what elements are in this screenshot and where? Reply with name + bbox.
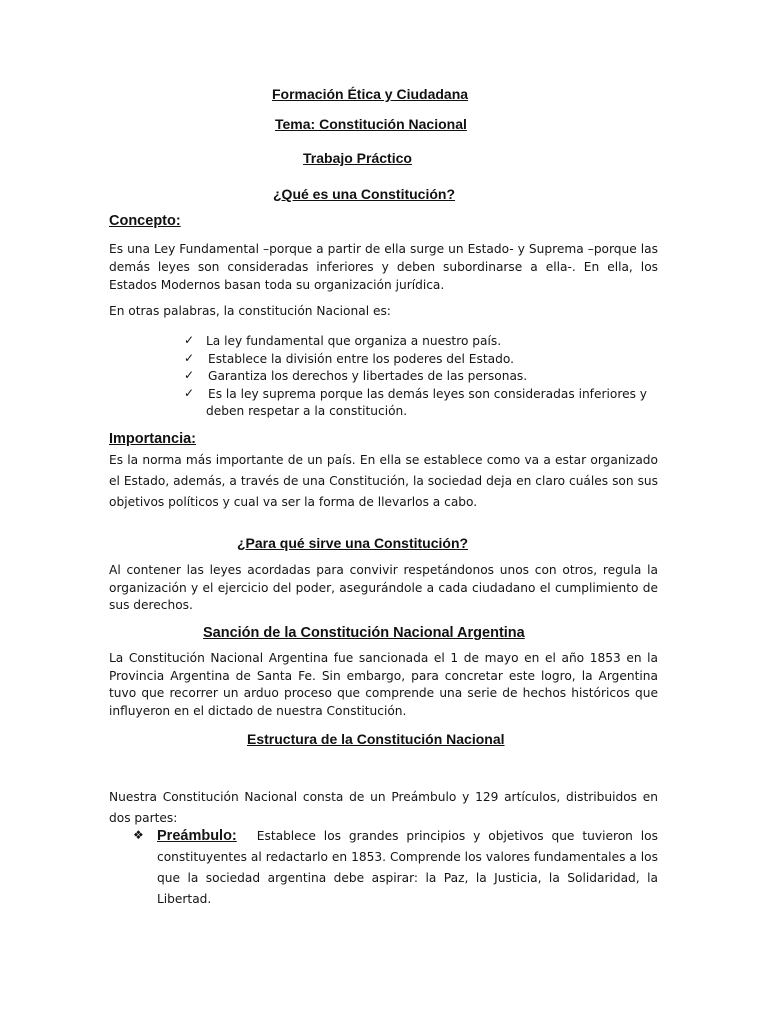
list-item [184, 333, 658, 351]
para-que-paragraph: Al contener las leyes acordadas para convivir respetándonos unos con otros, regula la organización y el ejercicio del poder, asegurándole a cada ciudadano el cumplimiento de sus derechos. [109, 563, 658, 612]
question-title: ¿Qué es una Constitución? [273, 186, 456, 202]
estructura-paragraph: Nuestra Constitución Nacional consta de un Preámbulo y 129 artículos, distribuidos en dos partes: [109, 790, 658, 825]
importancia-paragraph: Es la norma más importante de un país. En ella se establece como va a estar organizado el Estado, además, a través de una Constitución, la sociedad deja en claro cuáles son sus objetivos políticos y cual va ser la forma de llevarlos a cabo. [109, 453, 658, 509]
list-item-text: Establece la división entre los poderes del Estado. [208, 351, 514, 366]
check-mark-icon: ✓ [184, 333, 195, 347]
sancion-paragraph: La Constitución Nacional Argentina fue sancionada el 1 de mayo en el año 1853 en la Provincia Argentina de Santa Fe. Sin embargo, para concretar este logro, la Argentina tuvo que recorrer un arduo proceso que comprende una serie de hechos históricos que influyeron en el dictado de nuestra Constitución. [109, 651, 658, 718]
list-item-text: Garantiza los derechos y libertades de las personas. [208, 369, 528, 383]
concepto-intro: En otras palabras, la constitución Nacional es: [109, 304, 391, 318]
topic-title: Tema: Constitución Nacional [275, 116, 467, 132]
concepto-checklist [184, 333, 658, 421]
list-item [184, 368, 658, 386]
list-item-text: La ley fundamental que organiza a nuestro país. [206, 334, 502, 348]
list-item-text: Es la ley suprema porque las demás leyes son consideradas inferiores y deben respetar a la constitución. [206, 386, 647, 418]
preambulo-label: Preámbulo: [157, 828, 237, 844]
check-mark-icon: ✓ [184, 350, 195, 365]
list-item [184, 351, 658, 369]
list-item [184, 386, 658, 421]
work-type-title: Trabajo Práctico [303, 150, 412, 166]
importancia-heading: Importancia: [109, 431, 197, 447]
check-mark-icon: ✓ [184, 385, 195, 400]
check-mark-icon: ✓ [184, 368, 195, 382]
concepto-heading: Concepto: [109, 213, 181, 229]
para-que-heading: ¿Para qué sirve una Constitución? [237, 535, 469, 551]
sancion-heading: Sanción de la Constitución Nacional Argentina [203, 625, 525, 641]
four-diamond-bullet-icon: ❖ [133, 828, 144, 842]
concepto-paragraph: Es una Ley Fundamental –porque a partir de ella surge un Estado- y Suprema –porque las demás leyes son consideradas inferiores y deben subordinarse a ella-. En ella, los Estados Modernos basan toda su organización jurídica. [109, 242, 658, 293]
subject-title: Formación Ética y Ciudadana [272, 86, 469, 102]
estructura-heading: Estructura de la Constitución Nacional [247, 731, 505, 747]
preambulo-text: Establece los grandes principios y objetivos que tuvieron los constituyentes al redactarlo en 1853. Comprende los valores fundamentales a los que la sociedad argentina debe aspirar: la Paz, la Justicia, la Solidaridad, la Libertad. [157, 829, 658, 906]
